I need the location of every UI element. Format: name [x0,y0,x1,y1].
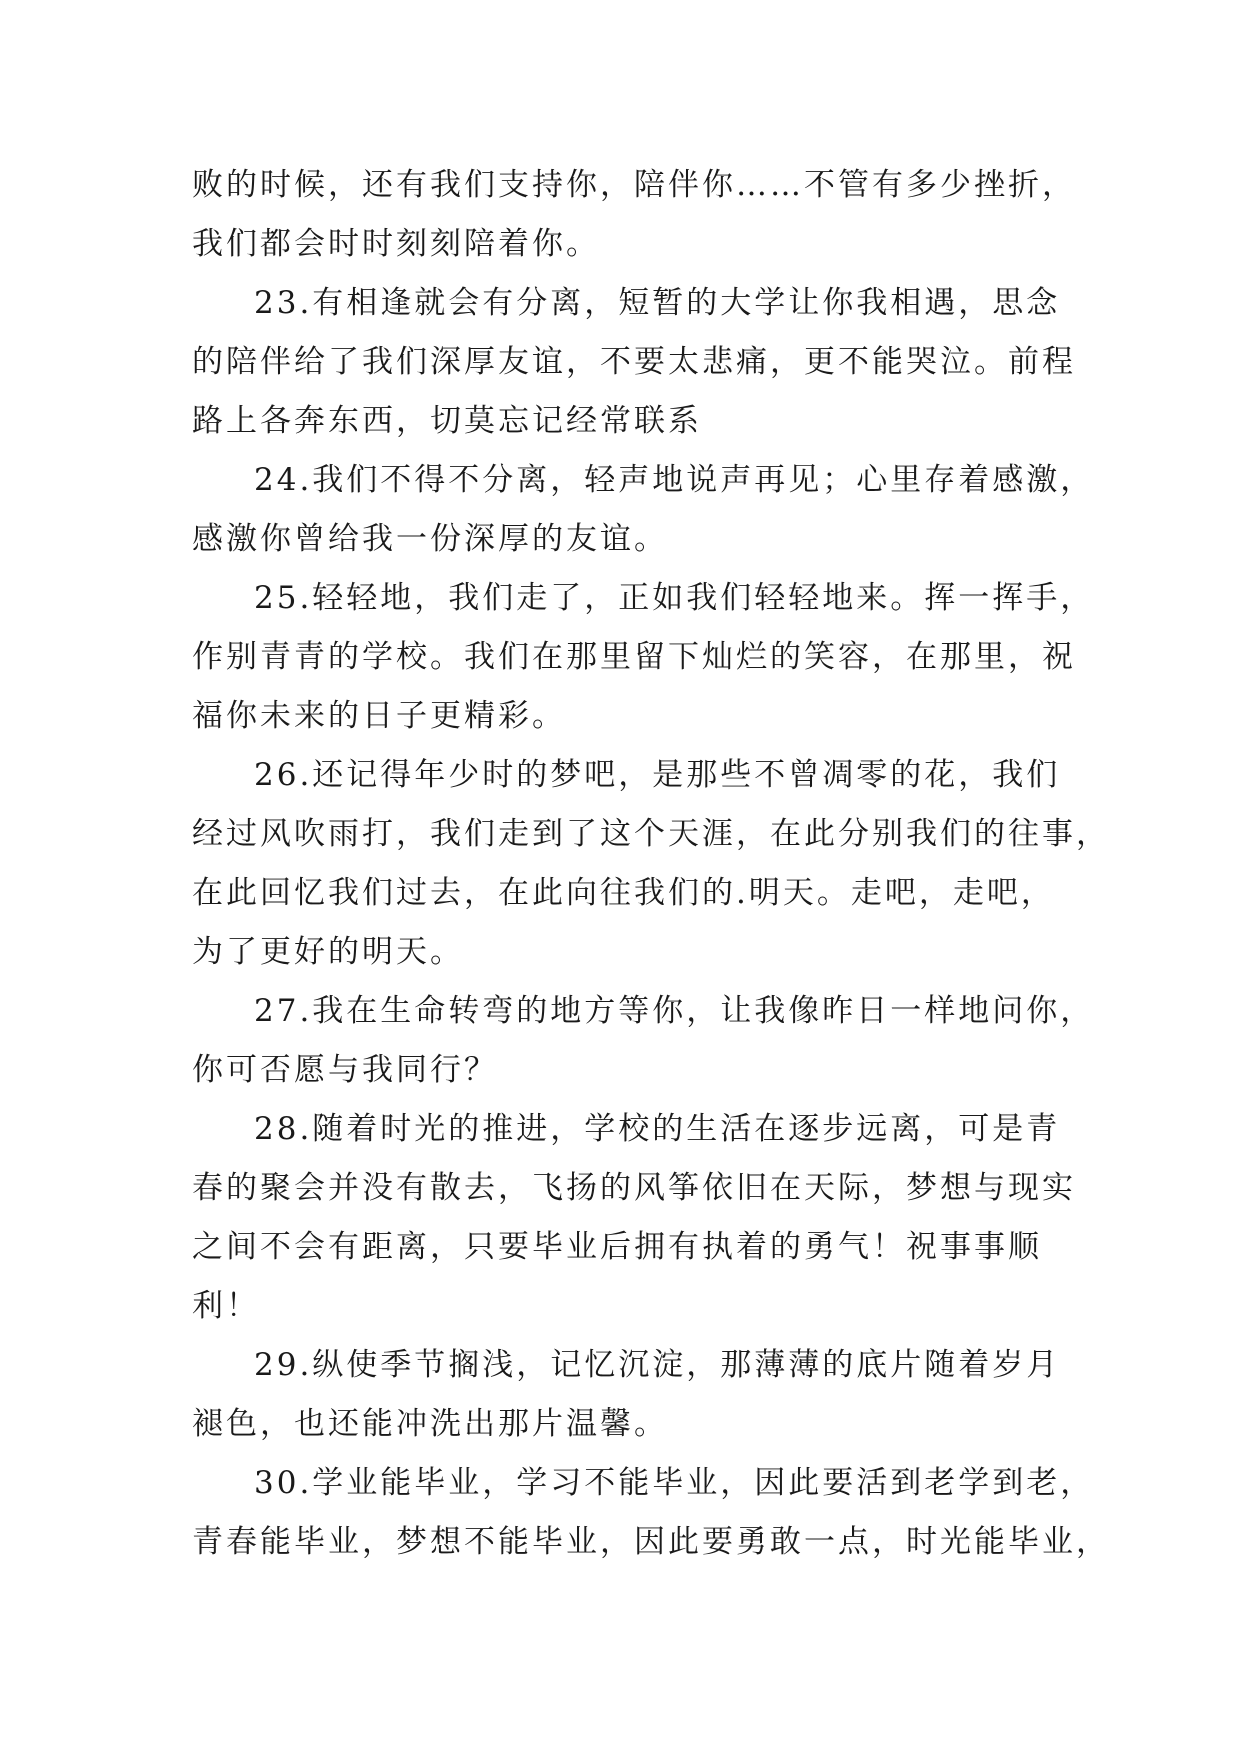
text-line: 青春能毕业，梦想不能毕业，因此要勇敢一点，时光能毕业， [192,1524,1110,1560]
text-line: 之间不会有距离，只要毕业后拥有执着的勇气！祝事事顺 [192,1229,1042,1265]
text-line: 26.还记得年少时的梦吧，是那些不曾凋零的花，我们 [254,757,1061,793]
text-line: 25.轻轻地，我们走了，正如我们轻轻地来。挥一挥手， [254,580,1095,616]
text-line: 30.学业能毕业，学习不能毕业，因此要活到老学到老， [254,1465,1095,1501]
text-line: 褪色，也还能冲洗出那片温馨。 [192,1406,668,1442]
text-line: 在此回忆我们过去，在此向往我们的.明天。走吧，走吧， [192,875,1055,911]
text-line: 作别青青的学校。我们在那里留下灿烂的笑容，在那里，祝 [192,639,1076,675]
text-line: 24.我们不得不分离，轻声地说声再见；心里存着感激， [254,462,1095,498]
text-line: 福你未来的日子更精彩。 [192,698,566,734]
text-line: 我们都会时时刻刻陪着你。 [192,226,600,262]
text-line: 利！ [192,1288,260,1324]
text-line: 28.随着时光的推进，学校的生活在逐步远离，可是青 [254,1111,1061,1147]
text-line: 经过风吹雨打，我们走到了这个天涯，在此分别我们的往事， [192,816,1110,852]
text-line: 路上各奔东西，切莫忘记经常联系 [192,403,702,439]
text-line: 感激你曾给我一份深厚的友谊。 [192,521,668,557]
text-line: 败的时候，还有我们支持你，陪伴你……不管有多少挫折， [192,167,1076,203]
text-line: 春的聚会并没有散去，飞扬的风筝依旧在天际，梦想与现实 [192,1170,1076,1206]
text-line: 为了更好的明天。 [192,934,464,970]
text-line: 29.纵使季节搁浅，记忆沉淀，那薄薄的底片随着岁月 [254,1347,1061,1383]
text-line: 你可否愿与我同行？ [192,1052,498,1088]
text-line: 23.有相逢就会有分离，短暂的大学让你我相遇，思念 [254,285,1061,321]
text-line: 27.我在生命转弯的地方等你，让我像昨日一样地问你， [254,993,1095,1029]
text-line: 的陪伴给了我们深厚友谊，不要太悲痛，更不能哭泣。前程 [192,344,1076,380]
